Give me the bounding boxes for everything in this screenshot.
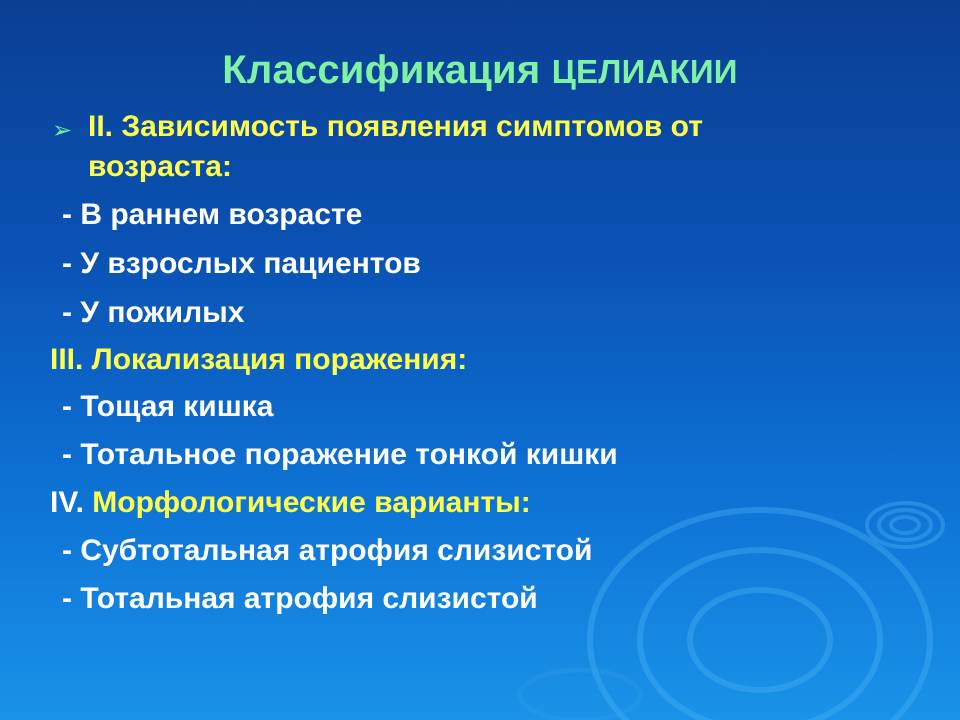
- section-2-heading-line-2: возраста:: [88, 150, 232, 183]
- slide-title: [0, 48, 960, 93]
- section-4-heading: [50, 486, 531, 520]
- section-2-heading-line-1: II. Зависимость появления симптомов от: [88, 110, 703, 143]
- section-4-item: - Субтотальная атрофия слизистой: [62, 534, 593, 567]
- section-3-item: - Тотальное поражение тонкой кишки: [62, 438, 618, 471]
- section-2-item: - В раннем возрасте: [62, 198, 363, 231]
- section-3-item: - Тощая кишка: [62, 390, 274, 423]
- section-3-heading: III. Локализация поражения:: [50, 343, 468, 376]
- title-part-1: Классификация: [222, 48, 541, 92]
- section-4-number: IV.: [50, 486, 84, 519]
- arrow-bullet-icon: ➢: [52, 117, 73, 144]
- title-part-2: ЦЕЛИАКИИ: [551, 53, 738, 90]
- section-2-item: - У взрослых пациентов: [62, 247, 421, 280]
- section-4-item: - Тотальная атрофия слизистой: [62, 582, 538, 615]
- section-4-heading-text: Морфологические варианты:: [92, 486, 531, 519]
- section-2-item: - У пожилых: [62, 296, 245, 329]
